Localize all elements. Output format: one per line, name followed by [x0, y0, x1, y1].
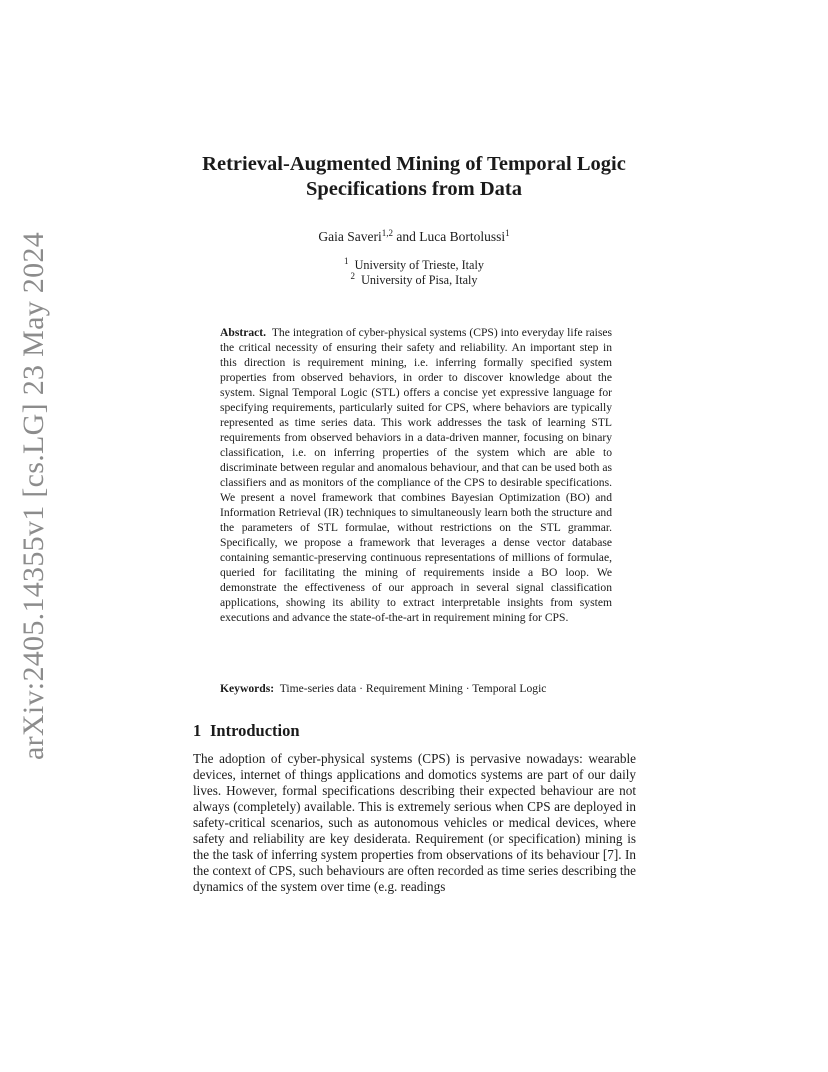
section-heading-introduction: [193, 721, 300, 741]
affiliation-1: [0, 258, 828, 273]
affiliation-2-mark: 2: [350, 271, 355, 281]
keywords: [220, 681, 620, 696]
affiliation-list: [0, 258, 828, 288]
section-title: Introduction: [210, 721, 300, 740]
author-connector: and: [392, 229, 420, 244]
title-line-2: Specifications from Data: [306, 178, 522, 200]
keywords-text: Time-series data · Requirement Mining · Temporal Logic: [279, 682, 547, 695]
title-line-1: Retrieval-Augmented Mining of Temporal Logic: [202, 153, 626, 175]
affiliation-2-name: University of Pisa, Italy: [361, 273, 478, 287]
affiliation-2: [0, 273, 828, 288]
arxiv-identifier-stamp: arXiv:2405.14355v1 [cs.LG] 23 May 2024: [17, 232, 50, 760]
abstract: [220, 325, 612, 625]
keywords-label: Keywords:: [220, 682, 275, 695]
author-list: [0, 229, 828, 245]
author-2-affiliation-marks: 1: [505, 228, 510, 238]
section-number: 1: [193, 721, 202, 740]
affiliation-1-mark: 1: [344, 256, 349, 266]
abstract-label: Abstract.: [220, 326, 267, 339]
author-1-affiliation-marks: 1,2: [381, 228, 393, 238]
author-2-name: Luca Bortolussi: [419, 229, 506, 244]
abstract-text: The integration of cyber-physical systems (CPS) into everyday life raises the critical necessity of ensuring their safety and reliability. An important step in this direction is requirement mining, i.e. inferring formally specified system properties from observed behaviors, in order to discover knowledge about the system. Signal Temporal Logic (STL) offers a concise yet expressive language for specifying requirements, particularly suited for CPS, where behaviors are typically represented as time series data. This work addresses the task of learning STL requirements from observed behaviors in a data-driven manner, focusing on binary classification, i.e. on inferring properties of the system which are able to discriminate between regular and anomalous behaviour, and that can be used both as classifiers and as monitors of the compliance of the CPS to desirable specifications. We present a novel framework that combines Bayesian Optimization (BO) and Information Retrieval (IR) techniques to simultaneously learn both the structure and the parameters of STL formulae, without restrictions on the STL grammar. Specifically, we propose a framework that leverages a dense vector database containing semantic-preserving continuous representations of millions of formulae, queried for facilitating the mining of requirements inside a BO loop. We demonstrate the effectiveness of our approach in several signal classification applications, showing its ability to extract interpretable insights from system executions and advance the state-of-the-art in requirement mining for CPS.: [220, 326, 612, 624]
introduction-paragraph: The adoption of cyber-physical systems (CPS) is pervasive nowadays: wearable devices, internet of things applications and domotics systems are part of our daily lives. However, formal specifications describing their expected behaviour are not always (completely) available. This is extremely serious when CPS are deployed in safety-critical scenarios, such as autonomous vehicles or medical devices, where safety and reliability are key desiderata. Requirement (or specification) mining is the the task of inferring system properties from observations of its behaviour [7]. In the context of CPS, such behaviours are often recorded as time series describing the dynamics of the system over time (e.g. readings: [193, 751, 636, 894]
affiliation-1-name: University of Trieste, Italy: [354, 258, 484, 272]
paper-title: [0, 152, 828, 202]
author-1-name: Gaia Saveri: [318, 229, 382, 244]
